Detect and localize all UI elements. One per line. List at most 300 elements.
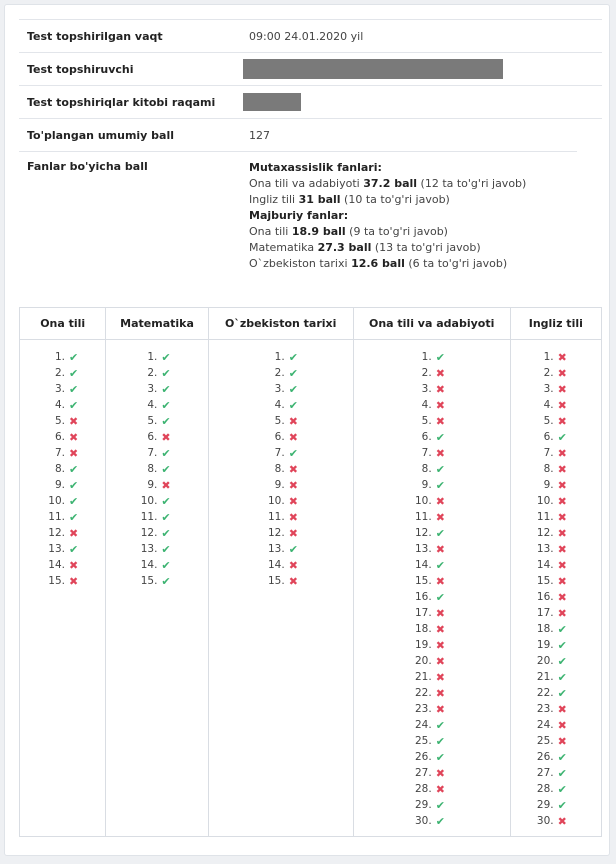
- answer-item: [354, 525, 510, 541]
- answer-number: 9.: [421, 479, 432, 491]
- answer-number: 12.: [536, 527, 554, 539]
- check-icon: ✔: [161, 542, 171, 556]
- answer-item: [511, 509, 601, 525]
- cross-icon: ✖: [69, 446, 79, 460]
- answer-number: 19.: [415, 639, 432, 651]
- answer-item: [209, 525, 353, 541]
- answer-item: [354, 797, 510, 813]
- answer-item: [354, 717, 510, 733]
- answer-item: [354, 557, 510, 573]
- answer-number: 2.: [54, 367, 65, 379]
- answer-number: 2.: [543, 367, 554, 379]
- answer-number: 15.: [536, 575, 554, 587]
- answer-number: 5.: [147, 415, 158, 427]
- answer-item: [511, 525, 601, 541]
- check-icon: ✔: [69, 350, 79, 364]
- answer-number: 3.: [274, 383, 285, 395]
- answer-item: [20, 461, 105, 477]
- check-icon: ✔: [557, 766, 567, 780]
- cross-icon: ✖: [557, 574, 567, 588]
- check-icon: ✔: [557, 686, 567, 700]
- check-icon: ✔: [557, 638, 567, 652]
- answer-item: [354, 669, 510, 685]
- check-icon: ✔: [557, 782, 567, 796]
- cross-icon: ✖: [288, 494, 298, 508]
- answer-number: 8.: [54, 463, 65, 475]
- check-icon: ✔: [288, 542, 298, 556]
- cross-icon: ✖: [557, 718, 567, 732]
- special-item: Ingliz tili 31 ball (10 ta to'g'ri javob): [249, 193, 450, 206]
- answer-item: [511, 813, 601, 829]
- answer-number: 11.: [415, 511, 432, 523]
- answer-item: [511, 349, 601, 365]
- answer-number: 7.: [421, 447, 432, 459]
- check-icon: ✔: [557, 654, 567, 668]
- check-icon: ✔: [161, 414, 171, 428]
- answer-number: 4.: [421, 399, 432, 411]
- check-icon: ✔: [435, 590, 445, 604]
- answer-number: 20.: [536, 655, 554, 667]
- cross-icon: ✖: [435, 686, 445, 700]
- answer-item: [106, 429, 207, 445]
- column-title: Ona tili va adabiyoti: [354, 308, 510, 340]
- cross-icon: ✖: [288, 478, 298, 492]
- answer-item: [354, 461, 510, 477]
- person-label: Test topshiruvchi: [27, 62, 134, 76]
- answer-number: 1.: [54, 351, 65, 363]
- check-icon: ✔: [69, 398, 79, 412]
- answer-number: 28.: [536, 783, 554, 795]
- answer-number: 1.: [543, 351, 554, 363]
- cross-icon: ✖: [288, 414, 298, 428]
- answer-item: [20, 493, 105, 509]
- answer-number: 8.: [543, 463, 554, 475]
- answer-item: [209, 365, 353, 381]
- answer-number: 26.: [415, 751, 432, 763]
- special-item: Ona tili va adabiyoti 37.2 ball (12 ta to'g'ri javob): [249, 177, 527, 190]
- answer-number: 20.: [415, 655, 432, 667]
- info-table: [19, 19, 602, 290]
- cross-icon: ✖: [557, 446, 567, 460]
- cross-icon: ✖: [557, 606, 567, 620]
- cross-icon: ✖: [435, 622, 445, 636]
- answer-item: [511, 397, 601, 413]
- answer-item: [106, 557, 207, 573]
- answer-number: 21.: [415, 671, 432, 683]
- answer-number: 15.: [48, 575, 65, 587]
- cross-icon: ✖: [435, 782, 445, 796]
- answer-number: 6.: [54, 431, 65, 443]
- answer-item: [511, 701, 601, 717]
- cross-icon: ✖: [557, 494, 567, 508]
- cross-icon: ✖: [557, 510, 567, 524]
- special-header: Mutaxassislik fanlari:: [249, 161, 382, 174]
- check-icon: ✔: [69, 478, 79, 492]
- cross-icon: ✖: [435, 494, 445, 508]
- answer-number: 5.: [421, 415, 432, 427]
- answer-item: [209, 445, 353, 461]
- info-row-book: [19, 86, 602, 119]
- answer-item: [209, 429, 353, 445]
- answer-number: 14.: [48, 559, 65, 571]
- answer-item: [354, 429, 510, 445]
- cross-icon: ✖: [557, 414, 567, 428]
- check-icon: ✔: [557, 622, 567, 636]
- cross-icon: ✖: [288, 430, 298, 444]
- answer-item: [209, 413, 353, 429]
- answer-item: [354, 445, 510, 461]
- answer-item: [209, 477, 353, 493]
- cross-icon: ✖: [435, 366, 445, 380]
- check-icon: ✔: [288, 366, 298, 380]
- answer-item: [20, 525, 105, 541]
- redacted-book-number: [243, 93, 301, 111]
- check-icon: ✔: [435, 734, 445, 748]
- cross-icon: ✖: [557, 478, 567, 492]
- answer-number: 5.: [54, 415, 65, 427]
- check-icon: ✔: [435, 478, 445, 492]
- cross-icon: ✖: [435, 606, 445, 620]
- cross-icon: ✖: [557, 398, 567, 412]
- answers-column: [354, 308, 511, 836]
- answer-item: [354, 701, 510, 717]
- cross-icon: ✖: [435, 542, 445, 556]
- check-icon: ✔: [69, 494, 79, 508]
- answer-number: 11.: [140, 511, 158, 523]
- answer-item: [354, 381, 510, 397]
- check-icon: ✔: [288, 350, 298, 364]
- check-icon: ✔: [69, 462, 79, 476]
- cross-icon: ✖: [288, 558, 298, 572]
- check-icon: ✔: [435, 350, 445, 364]
- answer-number: 14.: [268, 559, 285, 571]
- answer-item: [209, 349, 353, 365]
- answer-item: [20, 365, 105, 381]
- answer-item: [106, 541, 207, 557]
- answer-item: [354, 365, 510, 381]
- answer-number: 13.: [268, 543, 285, 555]
- cross-icon: ✖: [288, 510, 298, 524]
- answer-item: [511, 637, 601, 653]
- answer-item: [106, 445, 207, 461]
- cross-icon: ✖: [557, 558, 567, 572]
- answer-item: [511, 621, 601, 637]
- answer-number: 30.: [415, 815, 432, 827]
- answer-number: 3.: [54, 383, 65, 395]
- cross-icon: ✖: [161, 478, 171, 492]
- check-icon: ✔: [161, 350, 171, 364]
- answer-item: [511, 445, 601, 461]
- total-value: 127: [249, 128, 270, 142]
- answer-number: 11.: [268, 511, 285, 523]
- check-icon: ✔: [557, 670, 567, 684]
- answer-number: 13.: [140, 543, 158, 555]
- check-icon: ✔: [557, 750, 567, 764]
- answer-item: [354, 509, 510, 525]
- answers-column: [20, 308, 106, 836]
- answer-item: [20, 445, 105, 461]
- cross-icon: ✖: [557, 590, 567, 604]
- cross-icon: ✖: [557, 526, 567, 540]
- check-icon: ✔: [161, 398, 171, 412]
- cross-icon: ✖: [69, 430, 79, 444]
- time-value: 09:00 24.01.2020 yil: [249, 29, 364, 43]
- answer-number: 27.: [536, 767, 554, 779]
- cross-icon: ✖: [435, 670, 445, 684]
- answer-number: 3.: [543, 383, 554, 395]
- redacted-name: [243, 59, 503, 79]
- answer-item: [354, 653, 510, 669]
- answer-number: 14.: [415, 559, 432, 571]
- answer-item: [354, 781, 510, 797]
- answer-number: 3.: [421, 383, 432, 395]
- answer-item: [511, 589, 601, 605]
- subjects-value: [249, 160, 602, 272]
- cross-icon: ✖: [435, 766, 445, 780]
- answer-number: 9.: [543, 479, 554, 491]
- cross-icon: ✖: [161, 430, 171, 444]
- answer-number: 29.: [536, 799, 554, 811]
- answer-number: 25.: [536, 735, 554, 747]
- info-row-subjects: [19, 152, 602, 290]
- answer-number: 16.: [415, 591, 432, 603]
- answer-number: 22.: [536, 687, 554, 699]
- answer-item: [106, 493, 207, 509]
- answer-item: [511, 605, 601, 621]
- answer-item: [354, 685, 510, 701]
- cross-icon: ✖: [557, 382, 567, 396]
- check-icon: ✔: [288, 446, 298, 460]
- answer-number: 23.: [536, 703, 554, 715]
- answer-number: 7.: [274, 447, 285, 459]
- answer-item: [106, 381, 207, 397]
- column-title: Matematika: [106, 308, 207, 340]
- answer-number: 9.: [274, 479, 285, 491]
- answer-item: [354, 813, 510, 829]
- answer-number: 29.: [415, 799, 432, 811]
- column-title: Ona tili: [20, 308, 105, 340]
- check-icon: ✔: [288, 382, 298, 396]
- check-icon: ✔: [69, 366, 79, 380]
- cross-icon: ✖: [557, 702, 567, 716]
- answer-item: [511, 797, 601, 813]
- info-row-person: [19, 53, 602, 86]
- answer-item: [20, 413, 105, 429]
- answer-number: 27.: [415, 767, 432, 779]
- answer-number: 4.: [274, 399, 285, 411]
- answer-item: [511, 573, 601, 589]
- answer-number: 2.: [274, 367, 285, 379]
- answer-number: 6.: [421, 431, 432, 443]
- mandatory-item: Ona tili 18.9 ball (9 ta to'g'ri javob): [249, 225, 448, 238]
- answer-number: 9.: [54, 479, 65, 491]
- answer-number: 14.: [536, 559, 554, 571]
- cross-icon: ✖: [288, 462, 298, 476]
- answer-item: [354, 413, 510, 429]
- cross-icon: ✖: [435, 574, 445, 588]
- answer-item: [354, 493, 510, 509]
- answer-item: [354, 349, 510, 365]
- answer-item: [511, 749, 601, 765]
- answer-number: 15.: [140, 575, 158, 587]
- answer-number: 17.: [415, 607, 432, 619]
- answer-number: 25.: [415, 735, 432, 747]
- answer-item: [511, 669, 601, 685]
- column-title: O`zbekiston tarixi: [209, 308, 353, 340]
- cross-icon: ✖: [69, 414, 79, 428]
- answer-item: [106, 573, 207, 589]
- mandatory-item: Matematika 27.3 ball (13 ta to'g'ri javob): [249, 241, 481, 254]
- cross-icon: ✖: [69, 526, 79, 540]
- answer-item: [354, 621, 510, 637]
- check-icon: ✔: [435, 462, 445, 476]
- answer-number: 13.: [415, 543, 432, 555]
- answer-number: 21.: [536, 671, 554, 683]
- answer-item: [209, 573, 353, 589]
- answer-item: [354, 637, 510, 653]
- answer-item: [511, 765, 601, 781]
- check-icon: ✔: [161, 366, 171, 380]
- check-icon: ✔: [161, 382, 171, 396]
- answer-item: [20, 557, 105, 573]
- answer-item: [511, 429, 601, 445]
- book-label: Test topshiriqlar kitobi raqami: [27, 95, 216, 109]
- answer-number: 5.: [543, 415, 554, 427]
- answer-item: [354, 605, 510, 621]
- answer-number: 6.: [543, 431, 554, 443]
- answer-item: [511, 557, 601, 573]
- check-icon: ✔: [161, 462, 171, 476]
- answer-number: 4.: [54, 399, 65, 411]
- answer-item: [20, 381, 105, 397]
- answer-item: [354, 589, 510, 605]
- answer-item: [20, 573, 105, 589]
- subjects-label: Fanlar bo'yicha ball: [27, 160, 148, 173]
- check-icon: ✔: [435, 430, 445, 444]
- answer-item: [354, 733, 510, 749]
- check-icon: ✔: [161, 574, 171, 588]
- answers-column: [209, 308, 354, 836]
- total-label: To'plangan umumiy ball: [27, 128, 175, 142]
- answer-number: 11.: [536, 511, 554, 523]
- check-icon: ✔: [161, 494, 171, 508]
- answer-number: 16.: [536, 591, 554, 603]
- check-icon: ✔: [161, 526, 171, 540]
- answer-item: [20, 349, 105, 365]
- answer-number: 6.: [147, 431, 158, 443]
- answer-item: [511, 493, 601, 509]
- column-title: Ingliz tili: [511, 308, 601, 340]
- answer-number: 7.: [543, 447, 554, 459]
- answer-item: [106, 461, 207, 477]
- answer-number: 5.: [274, 415, 285, 427]
- answer-number: 3.: [147, 383, 158, 395]
- answer-number: 8.: [274, 463, 285, 475]
- answer-number: 10.: [415, 495, 432, 507]
- answer-item: [209, 461, 353, 477]
- cross-icon: ✖: [557, 542, 567, 556]
- answer-number: 12.: [140, 527, 158, 539]
- cross-icon: ✖: [435, 414, 445, 428]
- answer-item: [209, 509, 353, 525]
- answer-item: [209, 381, 353, 397]
- answer-item: [511, 541, 601, 557]
- answer-number: 10.: [48, 495, 65, 507]
- answer-number: 1.: [421, 351, 432, 363]
- answer-item: [511, 365, 601, 381]
- cross-icon: ✖: [435, 398, 445, 412]
- answer-item: [106, 509, 207, 525]
- answers-grid: [19, 307, 602, 837]
- check-icon: ✔: [557, 798, 567, 812]
- check-icon: ✔: [161, 446, 171, 460]
- answer-number: 1.: [147, 351, 158, 363]
- answer-number: 22.: [415, 687, 432, 699]
- check-icon: ✔: [69, 510, 79, 524]
- answer-item: [209, 557, 353, 573]
- cross-icon: ✖: [435, 702, 445, 716]
- answer-number: 9.: [147, 479, 158, 491]
- answer-number: 11.: [48, 511, 65, 523]
- answer-item: [354, 765, 510, 781]
- answer-number: 8.: [147, 463, 158, 475]
- cross-icon: ✖: [435, 654, 445, 668]
- mandatory-item: O`zbekiston tarixi 12.6 ball (6 ta to'g'ri javob): [249, 257, 508, 270]
- answer-number: 18.: [415, 623, 432, 635]
- answer-item: [511, 653, 601, 669]
- answer-item: [354, 541, 510, 557]
- answer-item: [20, 541, 105, 557]
- answer-number: 2.: [421, 367, 432, 379]
- answer-number: 15.: [415, 575, 432, 587]
- answer-item: [20, 509, 105, 525]
- answer-number: 17.: [536, 607, 554, 619]
- check-icon: ✔: [435, 750, 445, 764]
- answer-number: 26.: [536, 751, 554, 763]
- answer-item: [106, 413, 207, 429]
- answer-item: [106, 397, 207, 413]
- answer-item: [354, 477, 510, 493]
- cross-icon: ✖: [69, 558, 79, 572]
- answer-number: 19.: [536, 639, 554, 651]
- person-value: [249, 59, 602, 79]
- answer-item: [20, 477, 105, 493]
- answer-item: [20, 429, 105, 445]
- answer-item: [209, 493, 353, 509]
- answer-item: [511, 461, 601, 477]
- answer-number: 23.: [415, 703, 432, 715]
- answer-number: 15.: [268, 575, 285, 587]
- answer-number: 12.: [268, 527, 285, 539]
- answer-item: [354, 397, 510, 413]
- answer-item: [511, 717, 601, 733]
- answer-item: [511, 685, 601, 701]
- answer-item: [106, 365, 207, 381]
- answer-number: 10.: [268, 495, 285, 507]
- answer-number: 4.: [543, 399, 554, 411]
- info-row-time: [19, 19, 602, 53]
- answer-item: [106, 477, 207, 493]
- answer-number: 4.: [147, 399, 158, 411]
- check-icon: ✔: [435, 798, 445, 812]
- answer-number: 12.: [415, 527, 432, 539]
- answer-number: 10.: [536, 495, 554, 507]
- info-row-total: [19, 119, 577, 152]
- mandatory-header: Majburiy fanlar:: [249, 209, 349, 222]
- answer-number: 18.: [536, 623, 554, 635]
- results-card: [4, 4, 610, 856]
- check-icon: ✔: [69, 542, 79, 556]
